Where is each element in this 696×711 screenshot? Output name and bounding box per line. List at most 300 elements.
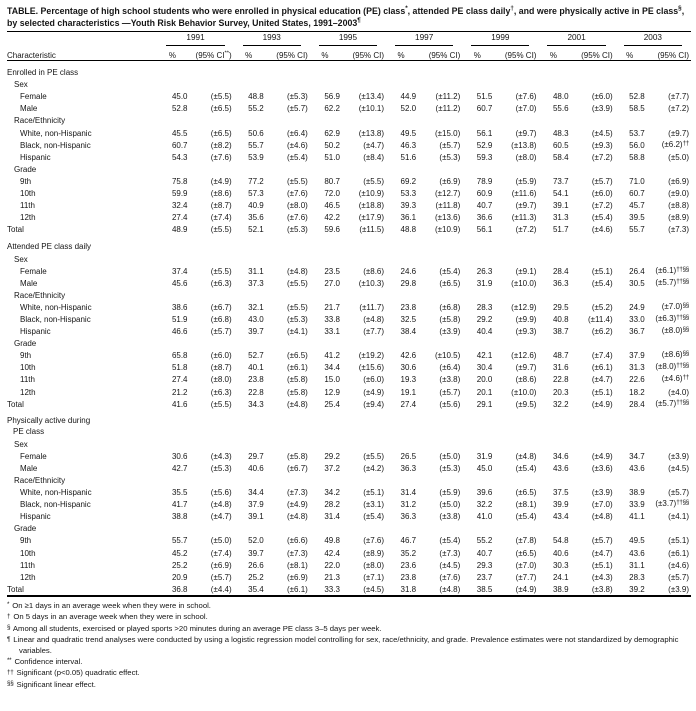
percent-value: 34.6 — [552, 451, 569, 461]
percent-value: 12.9 — [324, 387, 340, 397]
ci-value: (±7.6) — [363, 536, 385, 546]
ci-value: (±5.0) — [439, 451, 461, 461]
ci-value: (±10.5) — [434, 351, 461, 361]
ci-value: (±4.4) — [188, 583, 234, 596]
percent-value: 33.3 — [310, 583, 340, 596]
ci-value: (±6.1) — [668, 548, 689, 558]
percent-value: 59.6 — [324, 225, 340, 235]
percent-value: 34.3 — [248, 399, 264, 409]
title-footnote-marker: ¶ — [357, 17, 361, 25]
row-label: Female — [20, 266, 47, 276]
ci-value: (±3.9) — [591, 104, 613, 114]
ci-value: (±6.3)††§§ — [655, 313, 689, 323]
ci-value: (±7.6) — [210, 152, 232, 162]
ci-value: (±6.5) — [515, 548, 537, 558]
percent-value: 41.7 — [171, 500, 188, 510]
percent-value: 46.5 — [324, 201, 340, 211]
ci-value: (±8.2) — [210, 140, 232, 150]
ci-header: (95% CI**) — [188, 46, 234, 61]
footnote-marker: †† — [7, 668, 14, 676]
percent-value: 53.7 — [629, 128, 645, 138]
significance-marker: ††§§ — [676, 362, 689, 370]
percent-value: 36.1 — [400, 213, 417, 223]
percent-value: 27.4 — [171, 375, 188, 385]
percent-value: 29.3 — [476, 560, 493, 570]
ci-value: (±4.9) — [363, 387, 385, 397]
percent-value: 22.6 — [629, 375, 645, 385]
ci-value: (±4.9) — [210, 176, 232, 186]
percent-value: 55.2 — [248, 104, 264, 114]
ci-value: (±8.7) — [210, 201, 232, 211]
percent-value: 78.9 — [476, 176, 493, 186]
percent-value: 23.8 — [400, 302, 417, 312]
percent-value: 39.6 — [476, 488, 493, 498]
percent-value: 36.3 — [400, 512, 417, 522]
ci-value: (±3.9) — [591, 488, 613, 498]
percent-value: 32.2 — [552, 399, 569, 409]
ci-value: (±13.4) — [358, 92, 385, 102]
percent-value: 53.3 — [400, 189, 417, 199]
ci-header: (95% CI) — [569, 46, 615, 61]
section-title-line: Enrolled in PE class — [7, 67, 79, 77]
year-header — [234, 32, 310, 46]
percent-header: % — [462, 46, 492, 61]
percent-value: 60.7 — [171, 140, 188, 150]
ci-value: (±6.9) — [210, 560, 232, 570]
percent-value: 71.0 — [629, 176, 645, 186]
row-label: 11th — [20, 560, 35, 570]
percent-value: 40.8 — [552, 314, 569, 324]
ci-value: (±10.9) — [358, 189, 385, 199]
ci-value: (±3.9) — [645, 583, 691, 596]
group-header-row — [7, 522, 691, 534]
percent-value: 31.8 — [386, 583, 416, 596]
year-label: 2001 — [547, 32, 605, 46]
percent-value: 27.0 — [324, 278, 340, 288]
percent-value: 40.7 — [476, 548, 493, 558]
percent-value: 31.9 — [476, 278, 493, 288]
percent-value: 25.4 — [324, 399, 340, 409]
ci-value: (±5.3) — [287, 225, 308, 235]
percent-value: 20.1 — [476, 387, 493, 397]
ci-value: (±6.3) — [210, 387, 232, 397]
table-row — [7, 571, 691, 583]
ci-value: (±7.6) — [287, 189, 308, 199]
percent-value: 20.9 — [171, 572, 188, 582]
ci-value: (±7.2) — [668, 104, 689, 114]
year-header — [386, 32, 462, 46]
row-label: 12th — [20, 387, 36, 397]
percent-value: 52.1 — [248, 225, 264, 235]
ci-value: (±7.4) — [210, 548, 232, 558]
ci-value: (±8.0) — [515, 152, 537, 162]
percent-value: 26.3 — [476, 266, 493, 276]
percent-value: 39.7 — [248, 327, 264, 337]
percent-value: 39.7 — [248, 548, 264, 558]
percent-value: 32.2 — [476, 500, 493, 510]
ci-header: (95% CI) — [340, 46, 386, 61]
footnote: * On ≥1 days in an average week when they were in school. — [7, 600, 211, 610]
percent-value: 28.3 — [629, 572, 645, 582]
ci-value: (±13.8) — [358, 128, 385, 138]
percent-value: 39.9 — [552, 500, 569, 510]
year-header — [538, 32, 614, 46]
ci-value: (±5.5) — [287, 302, 308, 312]
percent-value: 49.5 — [629, 536, 645, 546]
percent-value: 56.9 — [324, 92, 340, 102]
characteristic-header: Characteristic — [7, 46, 157, 61]
group-label: Sex — [14, 80, 28, 90]
ci-value: (±11.5) — [359, 225, 385, 235]
percent-value: 23.8 — [248, 375, 264, 385]
ci-value: (±4.3) — [591, 572, 613, 582]
footnote: § Among all students, exercised or played sports >20 minutes during an average PE class 3–5 days per week. — [7, 623, 382, 633]
percent-value: 58.8 — [629, 152, 645, 162]
ci-value: (±4.7) — [591, 375, 613, 385]
year-label: 1991 — [166, 32, 224, 46]
ci-value: (±6.2) — [591, 327, 613, 337]
ci-value: (±5.3) — [439, 463, 461, 473]
ci-value: (±5.5) — [210, 92, 232, 102]
year-label: 1999 — [471, 32, 529, 46]
percent-value: 56.1 — [476, 225, 493, 235]
percent-value: 22.8 — [552, 375, 569, 385]
ci-value: (±6.1) — [591, 363, 613, 373]
group-label: Race/Ethnicity — [14, 476, 66, 485]
percent-value: 34.4 — [248, 488, 264, 498]
group-header-row — [7, 289, 691, 301]
group-header-row — [7, 163, 691, 175]
row-label: 9th — [20, 351, 32, 361]
percent-value: 33.9 — [629, 500, 645, 510]
ci-value: (±12.9) — [511, 302, 537, 312]
percent-value: 39.2 — [615, 583, 645, 596]
ci-header: (95% CI) — [416, 46, 462, 61]
row-label: Black, non-Hispanic — [20, 314, 91, 324]
ci-value: (±8.9) — [668, 213, 689, 223]
ci-value: (±13.6) — [434, 213, 461, 223]
percent-value: 45.5 — [171, 128, 188, 138]
ci-value: (±5.4) — [515, 512, 537, 522]
ci-value: (±5.0) — [439, 500, 461, 510]
footnote-marker: § — [7, 624, 11, 632]
percent-value: 54.8 — [552, 536, 569, 546]
year-header — [615, 32, 691, 46]
percent-value: 26.4 — [629, 266, 645, 276]
percent-value: 28.4 — [629, 399, 645, 409]
percent-value: 31.2 — [400, 500, 417, 510]
ci-value: (±8.0) — [210, 375, 232, 385]
footnote: †† Significant (p<0.05) quadratic effect. — [7, 668, 140, 678]
percent-value: 31.4 — [324, 512, 340, 522]
ci-value: (±5.8) — [439, 314, 461, 324]
ci-value: (±15.0) — [434, 128, 461, 138]
row-label: Black, non-Hispanic — [20, 500, 91, 510]
percent-value: 41.1 — [629, 512, 645, 522]
table-title: TABLE. Percentage of high school students who were enrolled in physical education (PE) class*, attended PE class daily†, and were physically active in PE class§, by selected characteristics —Youth Risk Behavior Survey, United States, 1991–2003¶ — [7, 5, 685, 28]
significance-marker: ††§§ — [676, 313, 689, 321]
ci-value: (±5.5) — [210, 399, 232, 409]
ci-value: (±6.0) — [363, 375, 385, 385]
ci-value: (±4.6)†† — [661, 374, 689, 384]
table-row — [7, 510, 691, 522]
year-header-row — [7, 32, 691, 46]
year-label: 1993 — [243, 32, 301, 46]
ci-value: (±5.6) — [439, 399, 461, 409]
section-title — [7, 235, 691, 252]
ci-value: (±6.5) — [515, 488, 537, 498]
percent-value: 36.7 — [629, 327, 645, 337]
ci-value: (±5.5) — [363, 176, 385, 186]
percent-header: % — [615, 46, 645, 61]
percent-value: 19.1 — [400, 387, 417, 397]
ci-value: (±6.0) — [591, 189, 613, 199]
table-row — [7, 385, 691, 397]
group-label: Grade — [14, 339, 37, 349]
percent-value: 43.0 — [248, 314, 264, 324]
percent-value: 28.2 — [324, 500, 340, 510]
percent-value: 40.7 — [476, 201, 493, 211]
percent-value: 21.7 — [324, 302, 340, 312]
ci-value: (±4.9) — [591, 451, 613, 461]
percent-value: 27.4 — [171, 213, 188, 223]
percent-value: 39.1 — [552, 201, 569, 211]
percent-value: 38.9 — [629, 488, 645, 498]
percent-value: 43.6 — [629, 463, 645, 473]
row-label: White, non-Hispanic — [20, 128, 92, 138]
percent-value: 31.3 — [552, 213, 569, 223]
percent-value: 35.2 — [400, 548, 417, 558]
ci-value: (±6.9) — [439, 176, 461, 186]
percent-header: % — [234, 46, 264, 61]
percent-value: 38.9 — [538, 583, 568, 596]
group-label: Sex — [14, 439, 28, 449]
group-label: Grade — [14, 524, 37, 534]
percent-value: 30.6 — [171, 451, 188, 461]
table-row — [7, 450, 691, 462]
table-row — [7, 325, 691, 337]
ci-value: (±5.5) — [363, 451, 385, 461]
total-row — [7, 583, 691, 596]
ci-value: (±9.9) — [515, 314, 537, 324]
percent-value: 24.1 — [552, 572, 569, 582]
ci-value: (±13.8) — [511, 140, 537, 150]
row-label: Total — [7, 583, 157, 596]
percent-value: 52.8 — [629, 92, 645, 102]
group-header-row — [7, 474, 691, 486]
ci-value: (±3.9) — [439, 327, 461, 337]
ci-value: (±7.8) — [515, 536, 537, 546]
ci-value: (±4.1) — [287, 327, 308, 337]
ci-value: (±6.3) — [210, 278, 232, 288]
percent-value: 49.5 — [400, 128, 417, 138]
section-title-line: Physically active during — [7, 415, 91, 425]
percent-value: 50.6 — [248, 128, 264, 138]
ci-value: (±3.7)††§§ — [655, 499, 689, 509]
ci-value: (±5.1) — [363, 488, 385, 498]
total-row — [7, 223, 691, 235]
percent-value: 48.9 — [171, 225, 188, 235]
significance-marker: ††§§ — [676, 277, 689, 285]
footnote: ** Confidence interval. — [7, 656, 83, 666]
ci-value: (±5.6) — [210, 488, 232, 498]
table-body — [7, 61, 691, 596]
percent-value: 41.6 — [171, 399, 188, 409]
ci-value: (±8.0) — [287, 201, 308, 211]
significance-marker: ††§§ — [676, 265, 689, 273]
percent-value: 51.7 — [552, 225, 569, 235]
ci-value: (±5.4) — [287, 152, 308, 162]
percent-header: % — [386, 46, 416, 61]
percent-value: 56.1 — [476, 128, 493, 138]
year-label: 2003 — [624, 32, 682, 46]
percent-value: 38.7 — [552, 327, 569, 337]
year-header — [310, 32, 386, 46]
table-row — [7, 139, 691, 151]
significance-marker: §§ — [682, 350, 689, 358]
ci-value: (±4.8) — [287, 399, 308, 409]
percent-value: 31.4 — [400, 488, 417, 498]
percent-value: 37.5 — [552, 488, 569, 498]
ci-value: (±3.8) — [569, 583, 615, 596]
percent-value: 38.6 — [171, 302, 188, 312]
significance-marker: †† — [682, 374, 689, 382]
percent-value: 55.7 — [248, 140, 264, 150]
ci-value: (±4.8) — [416, 583, 462, 596]
percent-value: 45.7 — [629, 201, 645, 211]
percent-value: 30.5 — [629, 278, 645, 288]
percent-value: 60.5 — [552, 140, 569, 150]
ci-value: (±11.4) — [587, 314, 613, 324]
percent-value: 36.3 — [552, 278, 569, 288]
percent-value: 46.7 — [400, 536, 417, 546]
ci-value: (±5.7) — [439, 387, 461, 397]
column-subheader-row — [7, 46, 691, 61]
percent-value: 29.5 — [552, 302, 569, 312]
ci-value: (±7.7) — [363, 327, 385, 337]
ci-value: (±5.8) — [287, 387, 308, 397]
percent-value: 21.3 — [324, 572, 340, 582]
percent-value: 51.9 — [171, 314, 188, 324]
significance-marker: ††§§ — [676, 499, 689, 507]
section-title-line: PE class — [13, 427, 45, 437]
title-footnote-marker: † — [510, 5, 514, 13]
ci-value: (±8.0)††§§ — [655, 362, 689, 372]
ci-value: (±6.1)††§§ — [655, 265, 689, 275]
percent-value: 41.2 — [324, 351, 340, 361]
percent-value: 54.3 — [171, 152, 188, 162]
ci-value: (±5.7) — [287, 104, 308, 114]
ci-value: (±8.0)§§ — [661, 326, 689, 336]
percent-value: 59.3 — [476, 152, 493, 162]
table-row — [7, 90, 691, 102]
percent-value: 20.0 — [476, 375, 493, 385]
ci-value: (±4.6) — [287, 140, 308, 150]
percent-value: 24.6 — [400, 266, 417, 276]
percent-value: 43.6 — [629, 548, 645, 558]
row-label: Female — [20, 451, 47, 461]
section-title — [7, 61, 691, 79]
ci-value: (±6.0) — [210, 351, 232, 361]
percent-value: 42.7 — [171, 463, 188, 473]
ci-value: (±8.0) — [363, 560, 385, 570]
percent-value: 20.3 — [552, 387, 569, 397]
percent-value: 32.4 — [171, 201, 188, 211]
ci-value: (±7.0) — [515, 560, 537, 570]
percent-value: 40.4 — [476, 327, 493, 337]
percent-value: 54.1 — [552, 189, 569, 199]
ci-value: (±7.7) — [668, 92, 689, 102]
ci-value: (±5.5) — [210, 225, 232, 235]
ci-value: (±6.7) — [287, 463, 308, 473]
significance-marker: §§ — [682, 301, 689, 309]
section-header-row — [7, 410, 691, 438]
ci-value: (±6.8) — [439, 302, 461, 312]
ci-value: (±4.9) — [287, 500, 308, 510]
ci-value: (±3.6) — [591, 463, 613, 473]
percent-value: 31.3 — [629, 363, 645, 373]
row-label: Male — [20, 104, 38, 114]
ci-value: (±5.4) — [515, 463, 537, 473]
percent-value: 48.7 — [552, 351, 569, 361]
ci-value: (±5.7)††§§ — [655, 398, 689, 408]
row-label: 10th — [20, 548, 36, 558]
ci-value: (±5.7) — [210, 572, 232, 582]
percent-value: 26.5 — [400, 451, 417, 461]
ci-value: (±4.5) — [668, 463, 689, 473]
group-header-row — [7, 252, 691, 264]
percent-value: 69.2 — [400, 176, 417, 186]
ci-value: (±10.9) — [434, 225, 461, 235]
percent-value: 40.1 — [248, 363, 264, 373]
percent-value: 58.5 — [629, 104, 645, 114]
table-row — [7, 498, 691, 510]
percent-value: 55.7 — [629, 225, 645, 235]
percent-value: 42.1 — [476, 351, 493, 361]
ci-value: (±8.6)§§ — [661, 350, 689, 360]
percent-value: 35.4 — [234, 583, 264, 596]
row-label: 10th — [20, 189, 36, 199]
percent-value: 55.2 — [476, 536, 493, 546]
ci-value: (±5.4) — [439, 266, 461, 276]
percent-value: 15.0 — [324, 375, 340, 385]
ci-value: (±7.0) — [515, 104, 537, 114]
percent-value: 22.8 — [248, 387, 264, 397]
percent-value: 23.5 — [324, 266, 340, 276]
ci-value: (±10.0) — [511, 387, 537, 397]
ci-value: (±4.6) — [591, 225, 613, 235]
percent-value: 32.1 — [248, 302, 264, 312]
ci-value: (±5.3) — [287, 92, 308, 102]
ci-value: (±9.3) — [515, 327, 537, 337]
ci-value: (±7.2) — [515, 225, 537, 235]
ci-value: (±7.6) — [515, 92, 537, 102]
ci-value: (±17.9) — [358, 213, 385, 223]
table-row — [7, 361, 691, 373]
ci-value: (±4.7) — [363, 140, 385, 150]
percent-value: 51.5 — [476, 92, 493, 102]
ci-value: (±5.0) — [668, 152, 689, 162]
group-label: Grade — [14, 164, 37, 174]
ci-value: (±6.2)†† — [661, 139, 689, 149]
ci-value: (±6.7) — [210, 302, 232, 312]
percent-value: 31.1 — [248, 266, 264, 276]
footnote: † On 5 days in an average week when they were in school. — [7, 612, 208, 622]
percent-value: 52.9 — [476, 140, 493, 150]
section-title-line: Attended PE class daily — [7, 241, 92, 251]
percent-value: 60.7 — [476, 104, 493, 114]
ci-value: (±6.5) — [210, 128, 232, 138]
